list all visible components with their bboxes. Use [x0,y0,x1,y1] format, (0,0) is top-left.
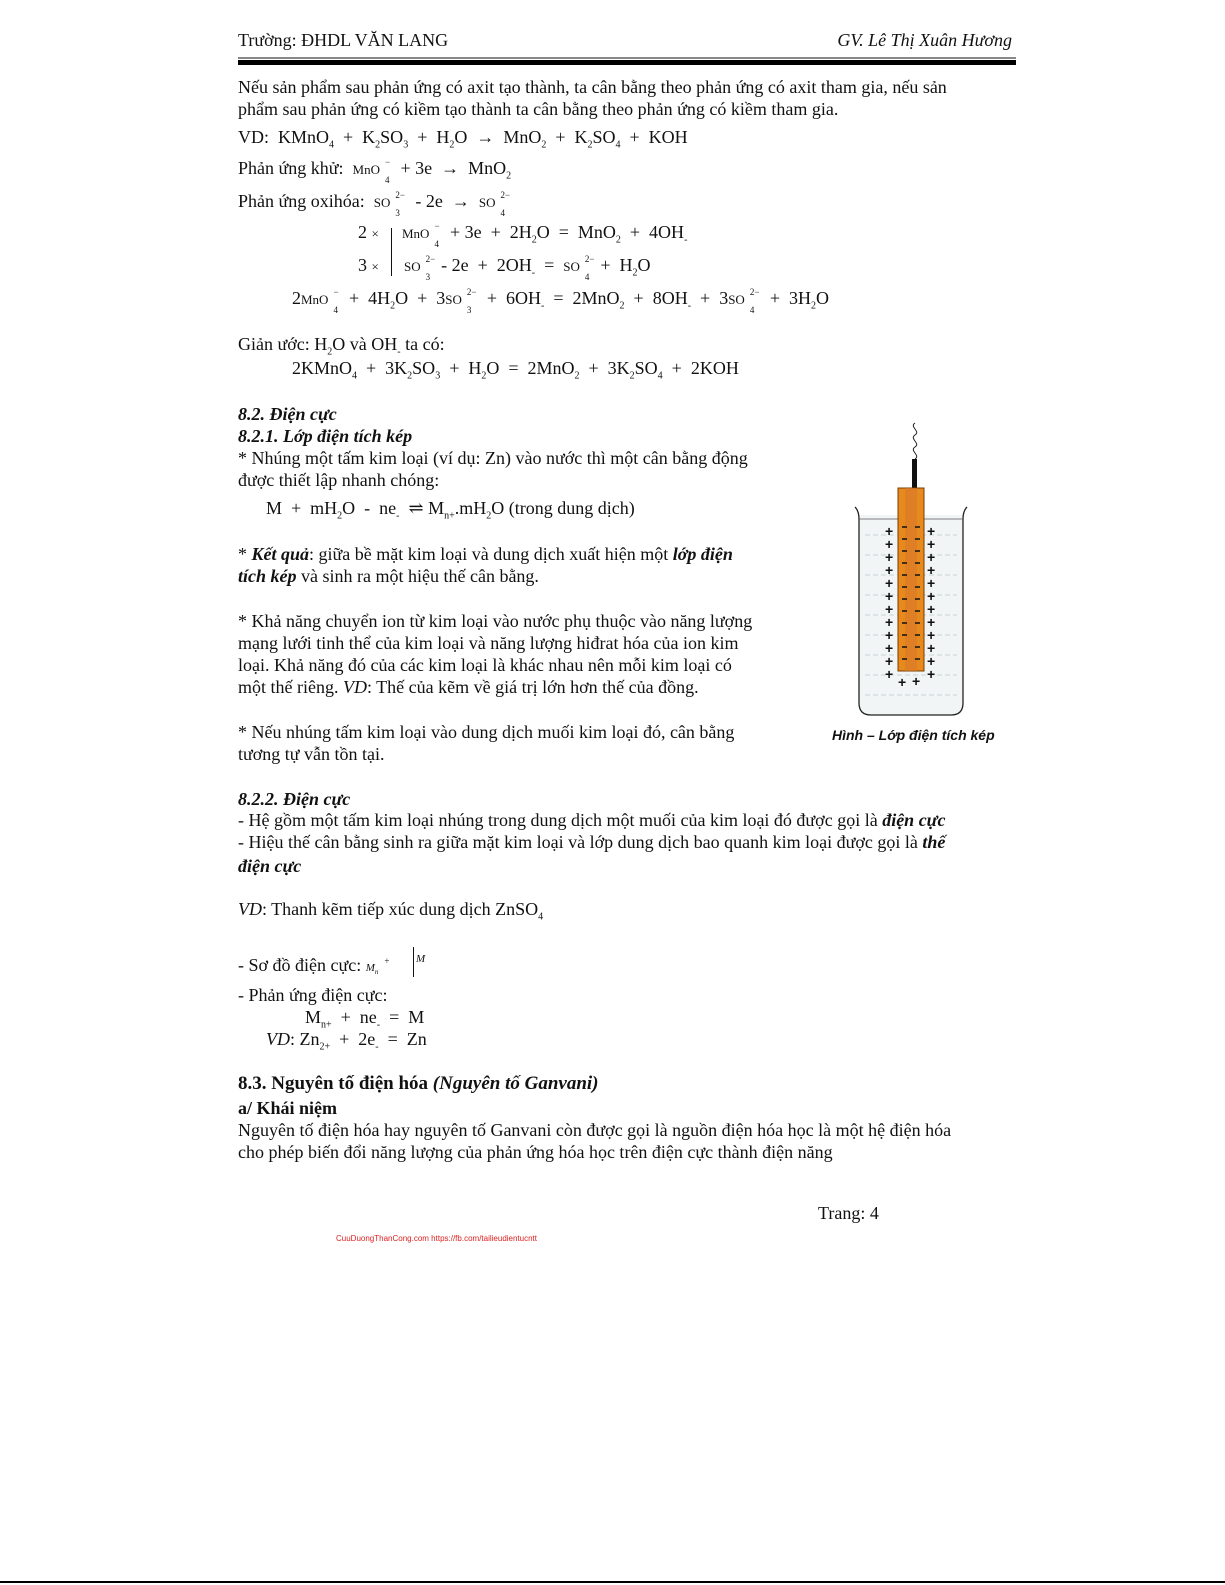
svg-text:+: + [885,601,894,617]
double-layer-figure [845,415,975,725]
section-8-3-title: 8.3. Nguyên tố điện hóa (Nguyên tố Ganvani) [238,1073,599,1094]
half-reaction-2: SO 2− 3 - $2e + 2OH_-$ = SO 2− 4 + $H_2O$ [404,254,651,282]
electrode-diagram-bar [413,947,414,977]
svg-text:+: + [912,673,921,689]
svg-text:+: + [885,640,894,656]
example-equation: VD: KMnO$_4$ + $K_2SO_3 + H_2O \to MnO_2 + K_2SO_4$ + KOH [238,127,688,151]
watermark-link[interactable]: CuuDuongThanCong.com https://fb.com/tailieudientucntt [336,1234,538,1243]
header-author: GV. Lê Thị Xuân Hương [837,30,1012,50]
page-number: Trang: 4 [818,1203,879,1223]
svg-text:+: + [885,549,894,565]
electrode-definition-line: - Hệ gồm một tấm kim loại nhúng trong dung dịch một muối của kim loại đó được gọi là điện cực [238,810,946,830]
p4-line-1: * Nếu nhúng tấm kim loại vào dung dịch muối kim loại đó, cân bằng [238,722,735,742]
header-school: Trường: ĐHDL VĂN LANG [238,30,449,50]
svg-text:+: + [885,653,894,669]
reduction-label: Phản ứng khử: [238,158,344,178]
p3-line-1: * Khả năng chuyển ion từ kim loại vào nước phụ thuộc vào năng lượng [238,611,753,631]
result-line-1: * Kết quả: giữa bề mặt kim loại và dung dịch xuất hiện một lớp điện [238,544,733,564]
electrode-reaction-example: VD: $Zn_{2+} + 2e_- = Zn$ [266,1029,427,1053]
half-reaction-coef-2: 3 × [358,255,379,275]
svg-text:+: + [927,588,936,604]
half-reaction-brace [391,228,392,276]
p3-line-3: loại. Khả năng đó của các kim loại là khác nhau nên mỗi kim loại có [238,655,732,675]
electrode-potential-term: điện cực [238,856,302,876]
svg-text:+: + [885,562,894,578]
oxidation-label: Phản ứng oxihóa: [238,191,365,211]
section-8-2-title: 8.2. Điện cực [238,404,337,424]
intro-line-1: Nếu sản phẩm sau phản ứng có axit tạo thành, ta cân bằng theo phản ứng có axit tham gia, nếu sản [238,77,947,97]
page-bottom-rule [0,1581,1225,1583]
electrode-diagram-line: - Sơ đồ điện cực: $M_n^+$ [238,955,390,977]
half-reaction-coef-1: 2 × [358,222,379,242]
svg-text:+: + [927,575,936,591]
svg-text:+: + [885,614,894,630]
p4-line-2: tương tự vẫn tồn tại. [238,744,385,764]
reduction-reaction: Phản ứng khử: MnO − 4 + 3e → MnO$_2$ [238,157,512,185]
svg-text:+: + [927,627,936,643]
oxidation-reaction: Phản ứng oxihóa: SO 2− 3 - 2e → SO 2− 4 [238,190,511,218]
svg-text:+: + [885,575,894,591]
section-8-2-2-title: 8.2.2. Điện cực [238,789,351,809]
svg-text:+: + [885,627,894,643]
svg-text:+: + [885,588,894,604]
half-reaction-1: MnO − 4 + $3e + 2H_2O = MnO_2 + 4OH_-$ [402,221,688,249]
svg-text:+: + [885,666,894,682]
section-8-3-subtitle: a/ Khái niệm [238,1098,338,1118]
svg-text:+: + [927,614,936,630]
svg-text:+: + [927,601,936,617]
p1-line-1: * Nhúng một tấm kim loại (ví dụ: Zn) vào nước thì một cân bằng động [238,448,748,468]
p3-line-2: mạng lưới tinh thể của kim loại và năng lượng hiđrat hóa của ion kim [238,633,739,653]
intro-line-2: phẩm sau phản ứng có kiềm tạo thành ta cân bằng theo phản ứng có kiềm tham gia. [238,99,839,119]
equilibrium-equation: $M + mH_2O - ne_-$ ⇌ $M_{n+}.mH_2O$ (trong dung dịch) [266,498,635,522]
svg-text:+: + [927,549,936,565]
section-8-2-1-title: 8.2.1. Lớp điện tích kép [238,426,413,446]
electrode-beaker-diagram [845,415,975,725]
sum-equation: 2MnO − 4 + $4H_2O + 3SO$ 2− 3 + $6OH_- = 2MnO_2 + 8OH_- + 3SO$ 2− 4 + $3H_2O$ [292,287,829,315]
example-label: VD: [238,127,269,147]
final-equation: 2KMnO$_4$ + $3K_2SO_3 + H_2O = 2MnO_2 + 3K_2SO_4 + 2KOH$ [292,358,739,382]
p3-line-4: một thế riêng. VD: Thế của kẽm về giá trị lớn hơn thế của đồng. [238,677,699,697]
svg-text:+: + [927,653,936,669]
figure-caption: Hình – Lớp điện tích kép [832,727,995,743]
electrode-potential-line: - Hiệu thế cân bằng sinh ra giữa mặt kim loại và lớp dung dịch bao quanh kim loại được gọi là thế [238,832,946,852]
vd-zinc-line: VD: Thanh kẽm tiếp xúc dung dịch ZnSO$_4$ [238,899,544,923]
result-label: Kết quả [251,544,310,564]
svg-text:+: + [927,640,936,656]
svg-text:+: + [898,674,907,690]
svg-text:+: + [927,562,936,578]
section-8-3-line-2: cho phép biến đổi năng lượng của phản ứng hóa học trên điện cực thành điện năng [238,1142,833,1162]
result-line-2: tích kép và sinh ra một hiệu thế cân bằng. [238,566,539,586]
header-rule-thick [238,60,1016,65]
electrode-reaction: $M_{n+} + ne_- = M$ [305,1007,425,1031]
electrode-reaction-label: - Phản ứng điện cực: [238,985,388,1005]
section-8-3-line-1: Nguyên tố điện hóa hay nguyên tố Ganvani còn được gọi là nguồn điện hóa học là một hệ điện hóa [238,1120,952,1140]
svg-text:+: + [927,536,936,552]
p1-line-2: được thiết lập nhanh chóng: [238,470,440,490]
header-rule-thin [238,57,1016,59]
svg-text:+: + [927,523,936,539]
electrode-diagram-metal: M [416,953,426,965]
svg-text:+: + [885,536,894,552]
simplify-label: Giản ước: $H_2O$ và $OH_-$ ta có: [238,334,445,358]
svg-text:+: + [885,523,894,539]
svg-text:+: + [927,666,936,682]
